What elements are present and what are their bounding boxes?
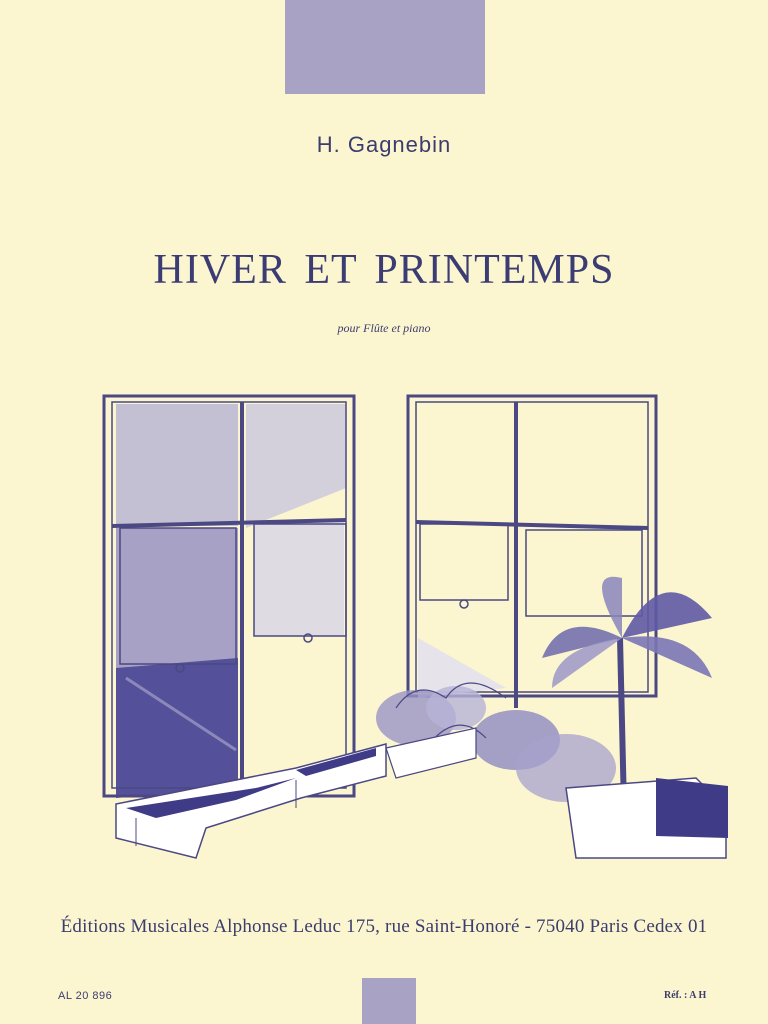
reference-code: Réf. : A H xyxy=(664,990,707,1001)
top-color-block xyxy=(285,0,485,94)
cover-illustration xyxy=(96,388,736,878)
winter-window-icon xyxy=(104,396,354,798)
composer-name: H. Gagnebin xyxy=(316,132,452,157)
flowering-plants-icon xyxy=(376,683,616,802)
bottom-color-block xyxy=(362,978,416,1024)
palm-plant-icon xyxy=(542,577,728,858)
work-title: HIVER ET PRINTEMPS xyxy=(153,247,615,293)
instrumentation-subtitle: pour Flûte et piano xyxy=(337,321,431,335)
publisher-line: Éditions Musicales Alphonse Leduc 175, rue Saint-Honoré - 75040 Paris Cedex 01 xyxy=(60,916,708,937)
catalog-number: AL 20 896 xyxy=(58,990,113,1002)
